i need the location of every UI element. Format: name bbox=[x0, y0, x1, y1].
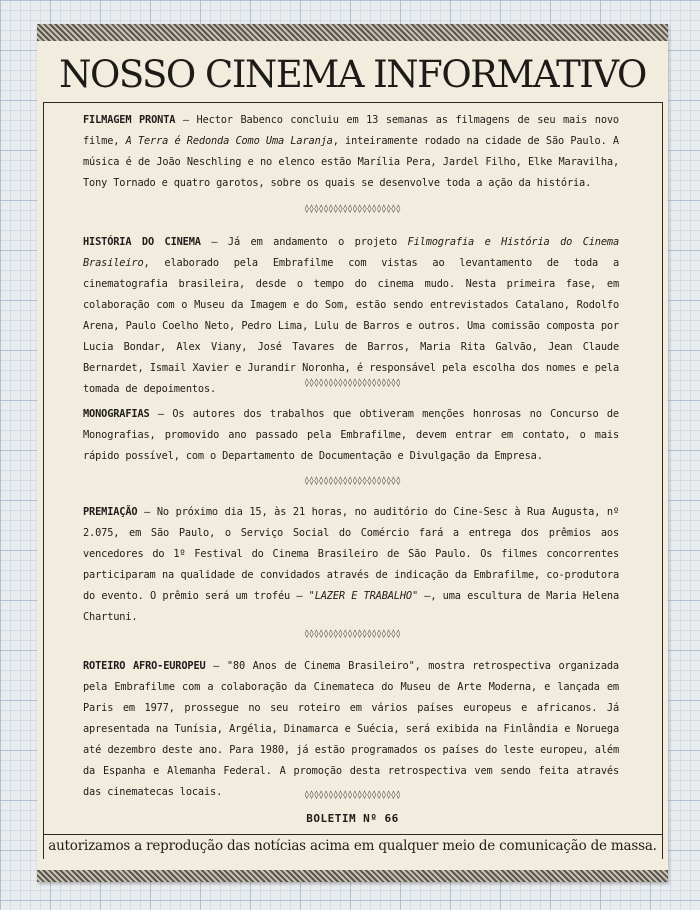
article-text: , elaborado pela Embrafilme com vistas ao levantamento de toda a cinematografia brasileira, desde o tempo do cinema mudo. Nesta primeira fase, em colaboração com o Museu da Imagem e do Som, estão sendo entrevistados Catalano, Rodolfo Arena, Paulo Coelho Neto, Pedro Lima, Lulu de Barros e outros. Uma comissão composta por Lucia Bondar, Alex Viany, José Tavares de Barros, Maria Rita Galvão, Jean Claude Bernardet, Ismail Xavier e Jurandir Noronha, é responsável pela escolha dos nomes e pela tomada de depoimentos. bbox=[83, 257, 619, 395]
article-heading: FILMAGEM PRONTA bbox=[83, 114, 176, 126]
masthead-title: NOSSO CINEMA INFORMATIVO bbox=[59, 53, 646, 96]
separator-ornament: ◊◊◊◊◊◊◊◊◊◊◊◊◊◊◊◊◊◊◊◊ bbox=[304, 790, 401, 799]
article-text: — Hector Babenco concluiu em 13 semanas as filmagens de seu mais novo filme, bbox=[83, 114, 619, 147]
separator-ornament: ◊◊◊◊◊◊◊◊◊◊◊◊◊◊◊◊◊◊◊◊ bbox=[304, 378, 401, 387]
article-monografias bbox=[83, 404, 619, 467]
article-historia-do-cinema bbox=[83, 232, 619, 400]
trophy-title: "LAZER E TRABALHO" bbox=[308, 590, 418, 602]
article-heading: MONOGRAFIAS bbox=[83, 408, 150, 420]
separator-ornament: ◊◊◊◊◊◊◊◊◊◊◊◊◊◊◊◊◊◊◊◊ bbox=[304, 204, 401, 213]
article-roteiro-afro-europeu bbox=[83, 656, 619, 803]
footer-rule bbox=[43, 834, 663, 835]
bottom-perforation-band bbox=[37, 870, 668, 882]
top-perforation-band bbox=[37, 24, 668, 41]
article-text: —, uma escultura de Maria Helena Chartuni. bbox=[83, 590, 619, 623]
article-text: , inteiramente rodado na cidade de São Paulo. A música é de João Neschling e no elenco estão Marília Pera, Jardel Filho, Elke Maravilha, Tony Tornado e quatro garotos, sobre os quais se desenvolve toda a ação da história. bbox=[83, 135, 619, 189]
bulletin-number: BOLETIM Nº 66 bbox=[306, 812, 399, 825]
newsletter-sheet bbox=[37, 24, 668, 882]
separator-ornament: ◊◊◊◊◊◊◊◊◊◊◊◊◊◊◊◊◊◊◊◊ bbox=[304, 476, 401, 485]
article-heading: ROTEIRO AFRO-EUROPEU bbox=[83, 660, 206, 672]
reproduction-notice: autorizamos a reprodução das notícias acima em qualquer meio de comunicação de massa. bbox=[48, 838, 657, 854]
article-premiacao bbox=[83, 502, 619, 628]
article-heading: HISTÓRIA DO CINEMA bbox=[83, 236, 201, 248]
article-heading: PREMIAÇÃO bbox=[83, 506, 138, 518]
article-filmagem-pronta bbox=[83, 110, 619, 194]
article-text: — No próximo dia 15, às 21 horas, no auditório do Cine-Sesc à Rua Augusta, nº 2.075, em São Paulo, o Serviço Social do Comércio fará a entrega dos prêmios aos vencedores do 1º Festival do Cinema Brasileiro de São Paulo. Os filmes concorrentes participaram na qualidade de convidados através de indicação da Embrafilme, co-produtora do evento. O prêmio será um troféu — bbox=[83, 506, 619, 602]
separator-ornament: ◊◊◊◊◊◊◊◊◊◊◊◊◊◊◊◊◊◊◊◊ bbox=[304, 629, 401, 638]
article-text: — "80 Anos de Cinema Brasileiro", mostra retrospectiva organizada pela Embrafilme com a colaboração da Cinemateca do Museu de Arte Moderna, e lançada em Paris em 1977, prossegue no seu roteiro em vários países europeus e africanos. Já apresentada na Tunísia, Argélia, Dinamarca e Suécia, será exibida na Finlândia e Noruega até dezembro deste ano. Para 1980, já estão programados os países do leste europeu, além da Espanha e Alemanha Federal. A promoção desta retrospectiva vem sendo feita através das cinematecas locais. bbox=[83, 660, 619, 798]
article-text: — Já em andamento o projeto bbox=[200, 236, 408, 248]
film-title: A Terra é Redonda Como Uma Laranja bbox=[125, 135, 333, 147]
article-text: — Os autores dos trabalhos que obtiveram menções honrosas no Concurso de Monografias, promovido ano passado pela Embrafilme, devem entrar em contato, o mais rápido possível, com o Departamento de Documentação e Divulgação da Empresa. bbox=[83, 408, 619, 462]
project-title: Filmografia e História do Cinema Brasileiro bbox=[83, 236, 619, 269]
